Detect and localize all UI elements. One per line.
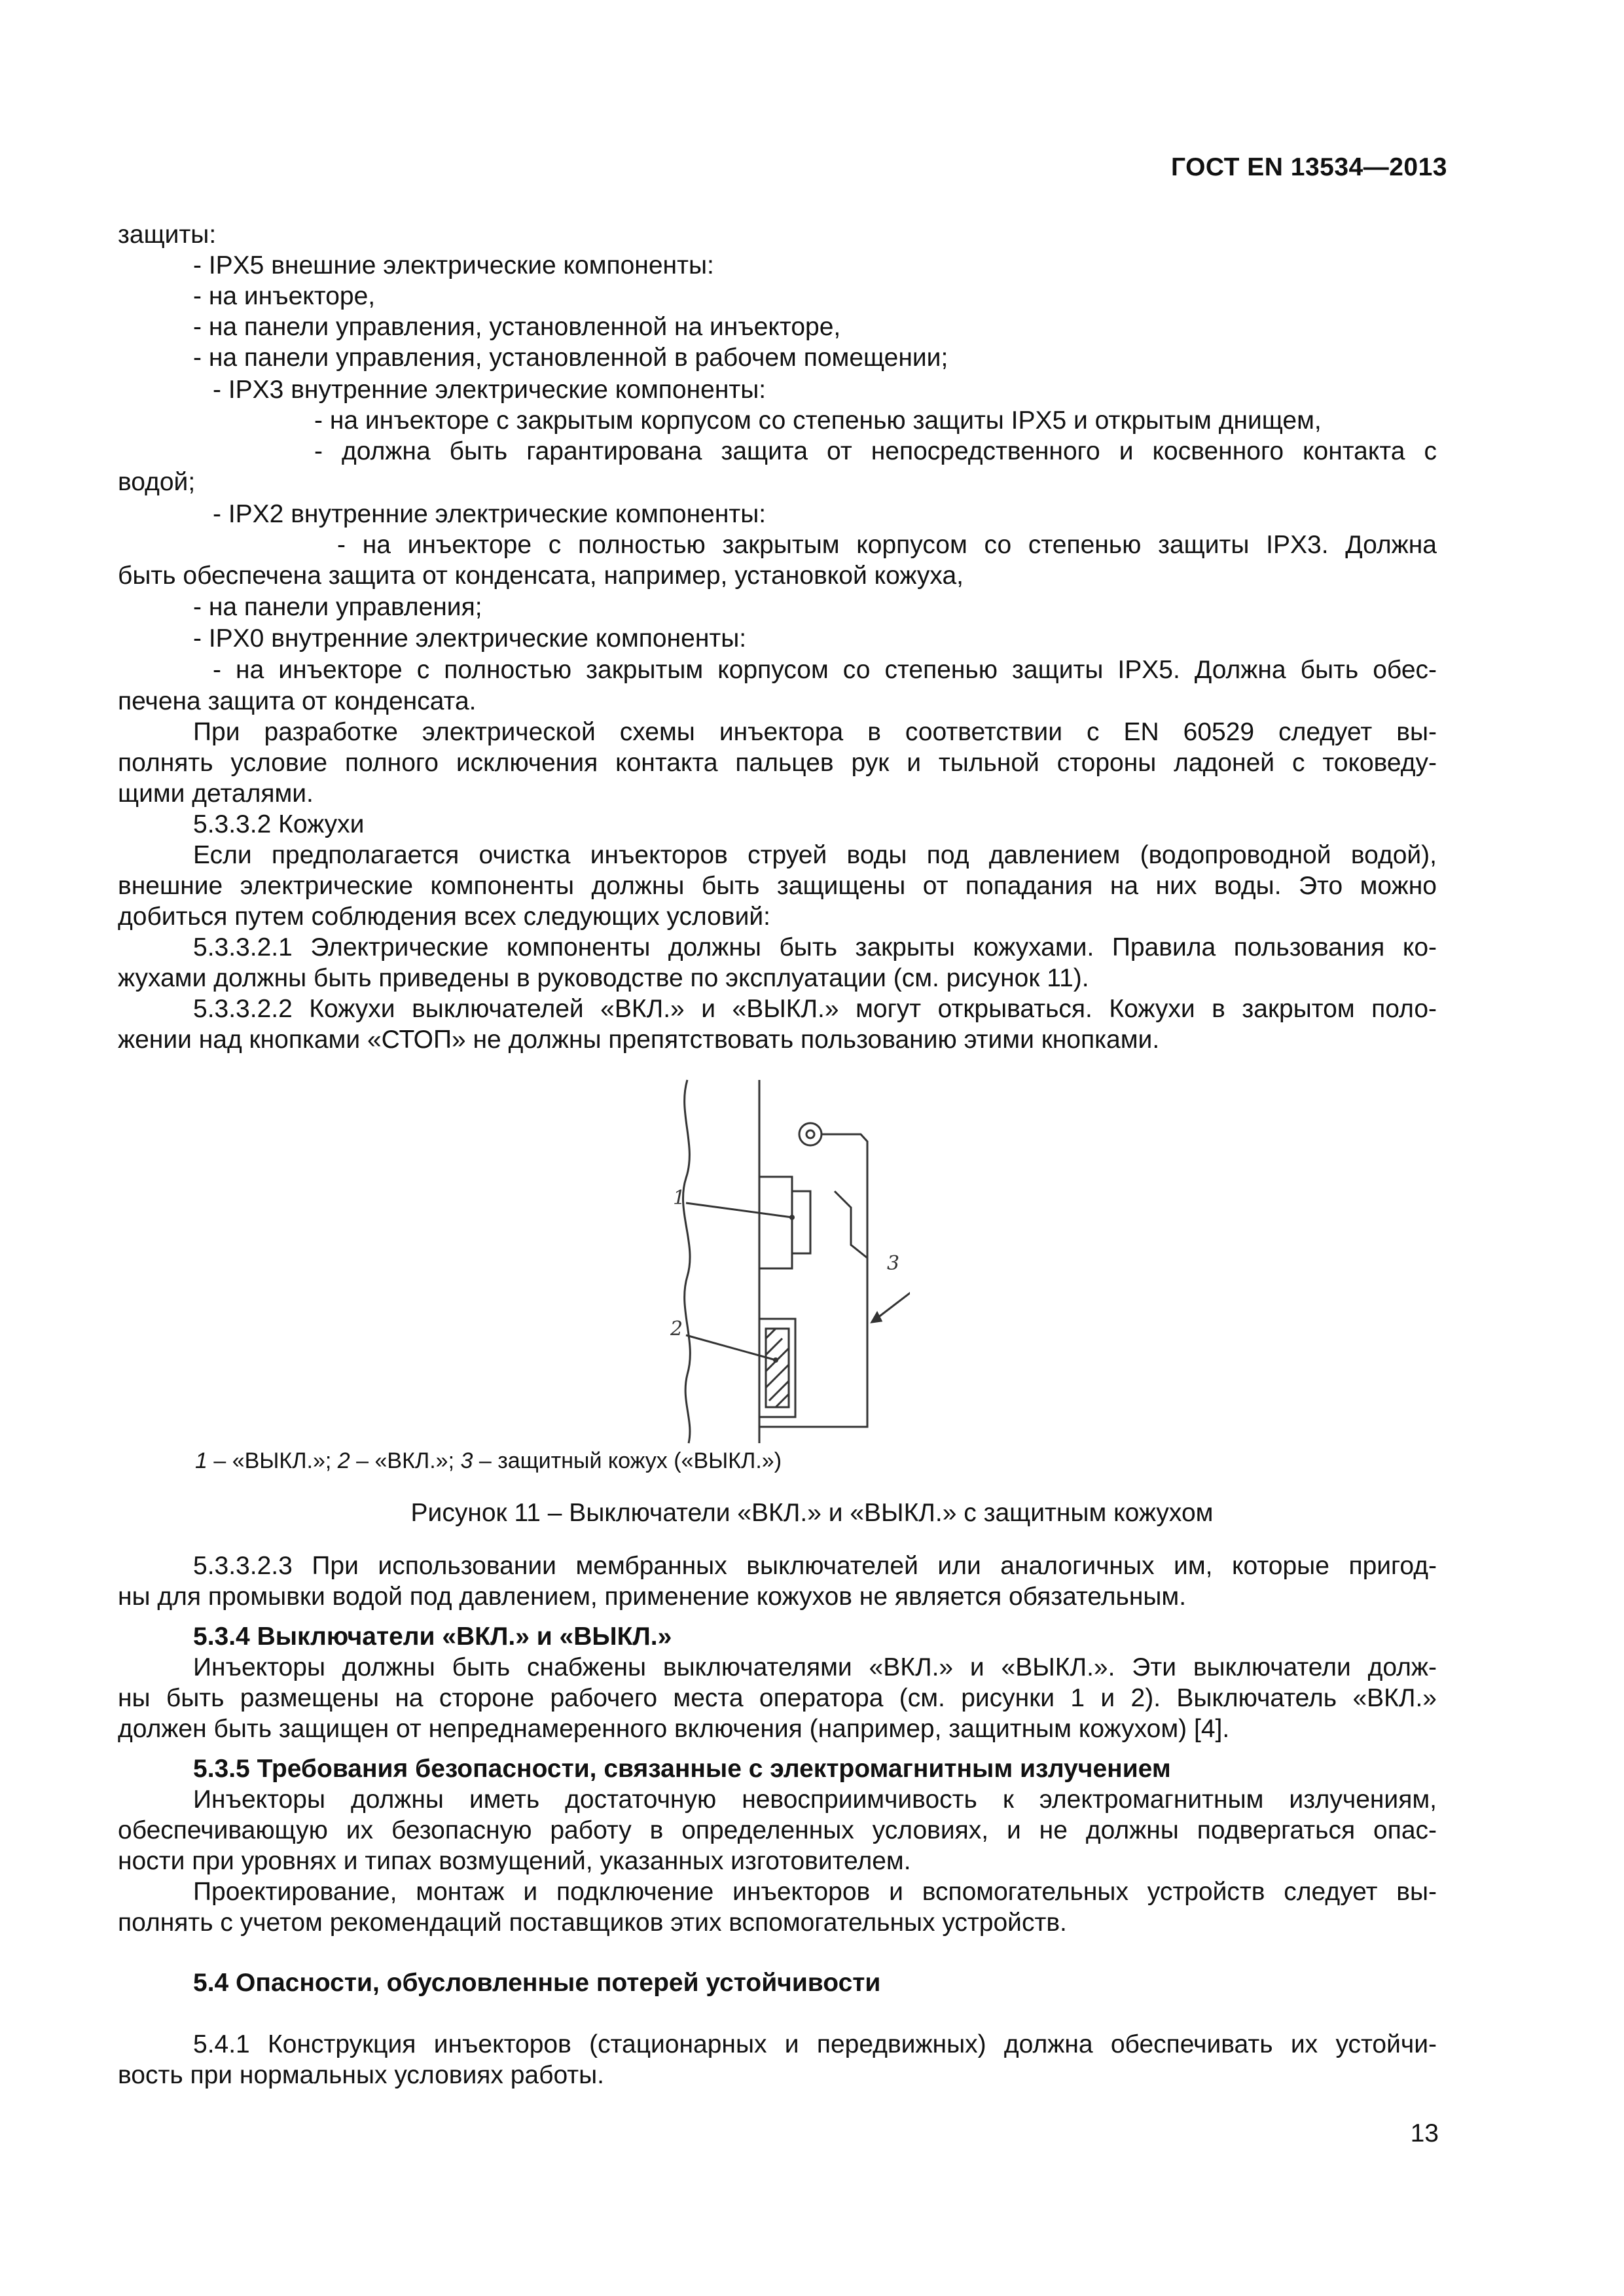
text-line: полнять с учетом рекомендаций поставщиков этих вспомогательных устройств. [118,1909,1067,1937]
text-line: внешние электрические компоненты должны быть защищены от попадания на них воды. Это можно [118,872,1437,900]
text-line: - на инъекторе с полностью закрытым корпусом со степенью защиты IPX5. Должна быть обес- [213,656,1437,684]
legend-text-2: – «ВКЛ.»; [350,1448,461,1473]
switch-on-button [759,1319,795,1417]
text-line: - IPX5 внешние электрические компоненты: [193,251,714,279]
text-line: водой; [118,468,196,496]
section-heading-5-3-4: 5.3.4 Выключатели «ВКЛ.» и «ВЫКЛ.» [193,1623,672,1651]
text-line: - должна быть гарантирована защита от непосредственного и косвенного контакта с [314,437,1437,465]
legend-num-3: 3 [460,1448,473,1473]
text-line: добиться путем соблюдения всех следующих условий: [118,903,770,931]
text-line: должен быть защищен от непреднамеренного включения (например, защитным кожухом) [4]. [118,1715,1230,1743]
page-number: 13 [1410,2119,1439,2147]
legend-num-1: 1 [195,1448,208,1473]
panel-wavy-edge [683,1080,691,1443]
text-line: щими деталями. [118,780,314,808]
text-line: защиты: [118,221,217,249]
cover-outline [759,1134,867,1427]
text-line: - на панели управления, установленной в рабочем помещении; [193,344,948,372]
switch-off-inner [792,1191,810,1253]
section-heading-5-4: 5.4 Опасности, обусловленные потерей устойчивости [193,1969,881,1997]
figure-label-3: 3 [887,1252,900,1275]
section-heading-5-3-5: 5.3.5 Требования безопасности, связанные с электромагнитным излучением [193,1755,1171,1783]
figure-11-switch-cover-diagram [661,1073,910,1446]
text-line: полнять условие полного исключения контакта пальцев рук и тыльной стороны ладоней с токоведу- [118,749,1437,777]
cover-bevel [835,1191,867,1258]
legend-num-2: 2 [337,1448,350,1473]
leader-2 [686,1335,776,1360]
text-line: - на инъекторе, [193,282,376,310]
text-line: жении над кнопками «СТОП» не должны препятствовать пользованию этими кнопками. [118,1026,1160,1054]
arrow-3 [872,1313,881,1322]
switch-off-button [759,1177,792,1268]
figure-caption: Рисунок 11 – Выключатели «ВКЛ.» и «ВЫКЛ.» с защитным кожухом [410,1499,1214,1527]
text-line: жухами должны быть приведены в руководстве по эксплуатации (см. рисунок 11). [118,964,1089,992]
figure-legend [195,1448,782,1474]
hinge-circle [799,1123,821,1145]
text-line: обеспечивающую их безопасную работу в определенных условиях, и не должны подвергаться опас- [118,1816,1437,1844]
text-line: - на панели управления, установленной на инъекторе, [193,313,841,341]
text-line: Инъекторы должны быть снабжены выключателями «ВКЛ.» и «ВЫКЛ.». Эти выключатели долж- [193,1653,1437,1681]
text-line: - на инъекторе с полностью закрытым корпусом со степенью защиты IPX3. Должна [337,531,1437,559]
text-line: - IPX3 внутренние электрические компоненты: [213,376,767,404]
text-line: печена защита от конденсата. [118,687,477,715]
text-line: ны быть размещены на стороне рабочего места оператора (см. рисунки 1 и 2). Выключатель «ВКЛ.» [118,1684,1437,1712]
text-line: ны для промывки водой под давлением, применение кожухов не является обязательным. [118,1583,1187,1611]
text-line: 5.3.3.2.1 Электрические компоненты должны быть закрыты кожухами. Правила пользования ко- [193,933,1437,961]
text-line: ности при уровнях и типах возмущений, указанных изготовителем. [118,1847,911,1875]
figure-label-1: 1 [673,1187,686,1210]
text-line: - на инъекторе с закрытым корпусом со степенью защиты IPX5 и открытым днищем, [314,406,1322,435]
subsection-heading: 5.3.3.2 Кожухи [193,810,365,838]
text-line: Если предполагается очистка инъекторов струей воды под давлением (водопроводной водой), [193,841,1437,869]
text-line: 5.3.3.2.3 При использовании мембранных выключателей или аналогичных им, которые пригод- [193,1552,1437,1580]
text-line: вость при нормальных условиях работы. [118,2061,604,2089]
text-line: 5.3.3.2.2 Кожухи выключателей «ВКЛ.» и «ВЫКЛ.» могут открываться. Кожухи в закрытом поло- [193,995,1437,1023]
text-line: Проектирование, монтаж и подключение инъекторов и вспомогательных устройств следует вы- [193,1878,1437,1906]
legend-text-1: – «ВЫКЛ.»; [207,1448,338,1473]
text-line: - IPX0 внутренние электрические компоненты: [193,624,747,653]
document-id-header: ГОСТ EN 13534—2013 [1170,153,1447,181]
legend-text-3: – защитный кожух («ВЫКЛ.») [473,1448,782,1473]
text-line: Инъекторы должны иметь достаточную невосприимчивость к электромагнитным излучениям, [193,1785,1437,1814]
figure-label-2: 2 [670,1318,683,1340]
text-line: При разработке электрической схемы инъектора в соответствии с EN 60529 следует вы- [193,718,1437,746]
text-line: - IPX2 внутренние электрические компоненты: [213,500,767,528]
text-line: быть обеспечена защита от конденсата, например, установкой кожуха, [118,562,964,590]
text-line: - на панели управления; [193,593,482,621]
leader-1 [686,1203,792,1217]
text-line: 5.4.1 Конструкция инъекторов (стационарных и передвижных) должна обеспечивать их устойчи- [193,2030,1437,2058]
